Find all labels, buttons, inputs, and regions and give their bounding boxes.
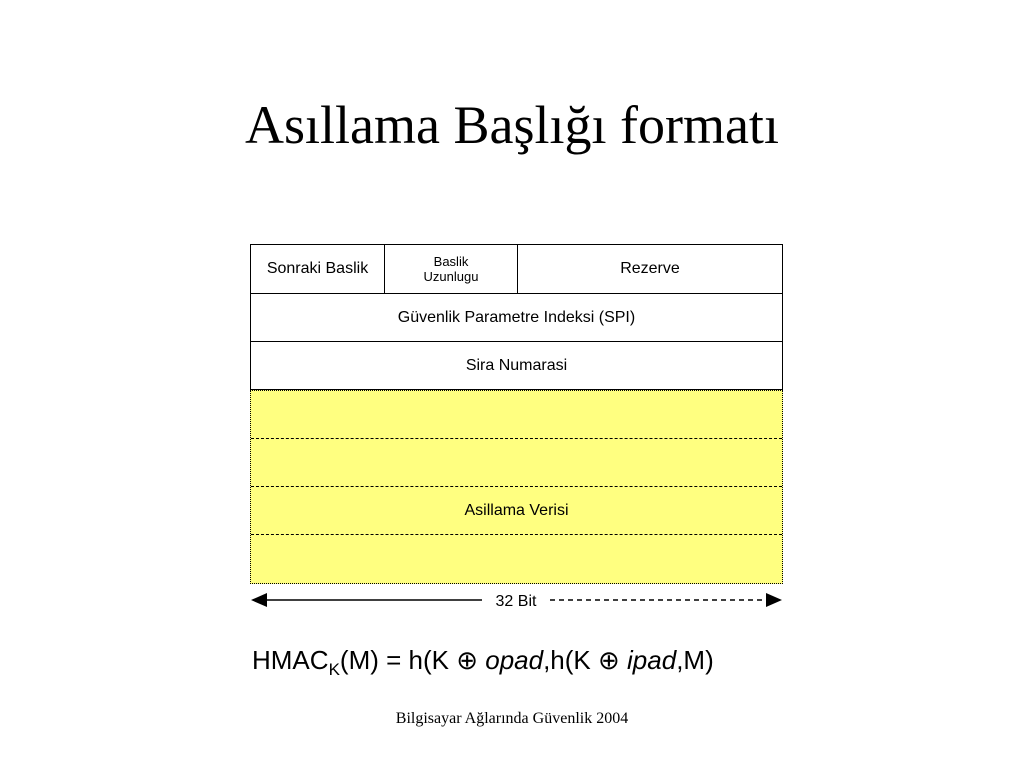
slide-title: Asıllama Başlığı formatı xyxy=(245,95,779,155)
auth-data-row-1 xyxy=(251,391,782,439)
auth-data-label: Asillama Verisi xyxy=(251,487,782,535)
xor-icon: ⊕ xyxy=(598,645,620,675)
right-arrowhead-icon xyxy=(766,593,782,607)
formula-part1: (M) = h(K xyxy=(339,645,457,675)
slide-footer: Bilgisayar Ağlarında Güvenlik 2004 xyxy=(395,710,629,727)
width-label: 32 Bit xyxy=(495,593,537,610)
auth-data-row-2 xyxy=(251,439,782,487)
formula-part3: ,M) xyxy=(676,645,714,675)
header-row-1 xyxy=(250,244,783,294)
ah-format-diagram xyxy=(250,244,783,584)
width-arrow xyxy=(250,588,784,614)
formula-part2: ,h(K xyxy=(543,645,598,675)
header-length-line1: Baslik xyxy=(433,254,469,269)
reserved-field: Rezerve xyxy=(620,260,680,277)
sequence-number-field: Sira Numarasi xyxy=(250,342,783,390)
formula-ipad: ipad xyxy=(627,645,677,675)
xor-icon: ⊕ xyxy=(456,645,478,675)
header-length-field xyxy=(385,245,518,293)
next-header-field: Sonraki Baslik xyxy=(251,245,385,293)
hmac-formula xyxy=(252,645,714,680)
left-arrowhead-icon xyxy=(251,593,267,607)
formula-opad: opad xyxy=(485,645,544,675)
header-length-line2: Uzunlugu xyxy=(423,269,479,284)
spi-field: Güvenlik Parametre Indeksi (SPI) xyxy=(250,294,783,342)
auth-data-row-4 xyxy=(251,535,782,583)
formula-key-subscript: K xyxy=(328,660,340,679)
formula-hmac: HMAC xyxy=(252,645,329,675)
auth-data-block xyxy=(250,390,783,584)
